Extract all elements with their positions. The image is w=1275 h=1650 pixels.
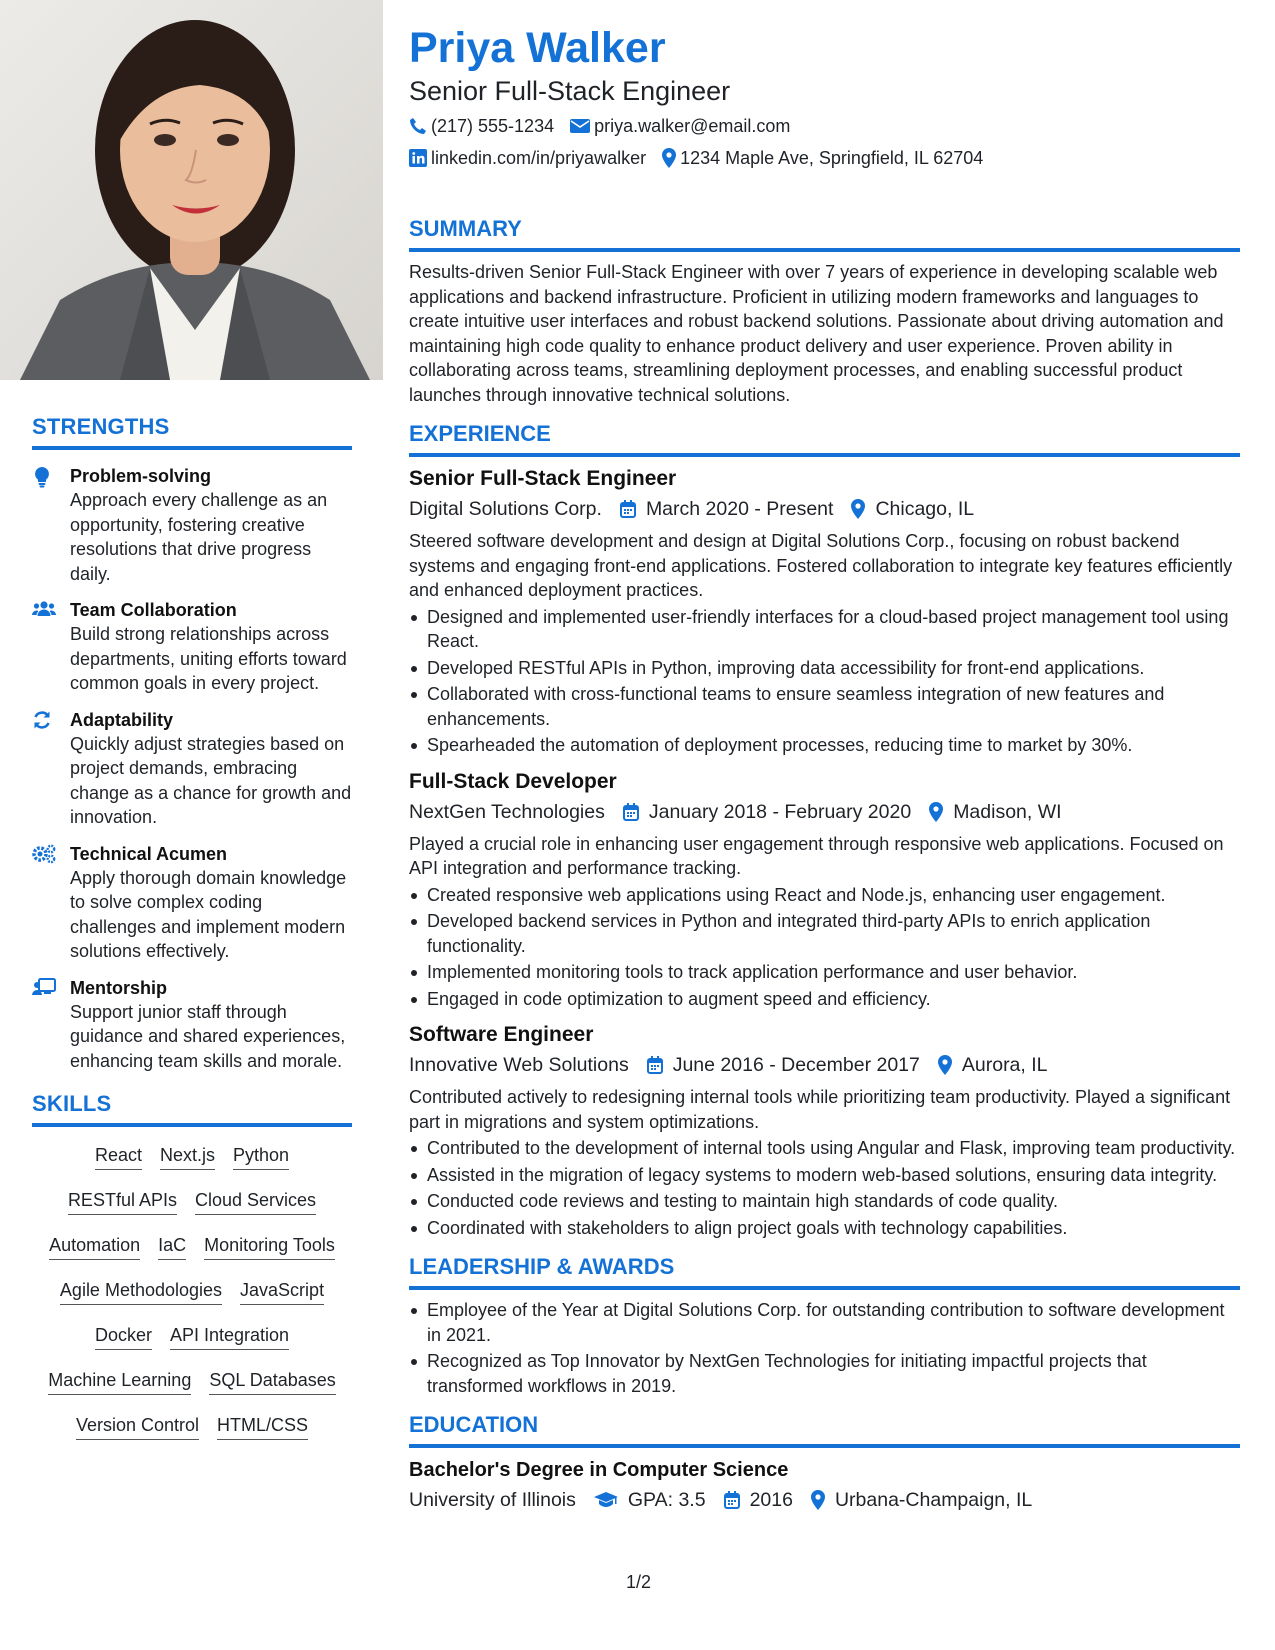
profile-photo	[0, 0, 383, 380]
skill-tag: Version Control	[76, 1415, 199, 1440]
sync-icon	[32, 708, 70, 830]
education-section	[409, 1412, 1240, 1514]
strength-item	[32, 708, 352, 830]
address-text: 1234 Maple Ave, Springfield, IL 62704	[680, 148, 984, 168]
right-column	[409, 22, 1240, 1514]
strength-item	[32, 842, 352, 964]
candidate-name: Priya Walker	[409, 24, 666, 72]
strength-item	[32, 464, 352, 586]
experience-heading: EXPERIENCE	[409, 421, 1240, 457]
job-bullets	[409, 1136, 1240, 1240]
list-item: Employee of the Year at Digital Solutions Corp. for outstanding contribution to software development in 2021.	[409, 1298, 1240, 1347]
phone-text: (217) 555-1234	[431, 116, 555, 136]
phone-contact[interactable]	[409, 114, 554, 138]
school-name: University of Illinois	[409, 1489, 576, 1511]
map-pin-icon	[662, 148, 676, 168]
contact-row	[409, 114, 1240, 138]
list-item: Assisted in the migration of legacy systems to modern web-based solutions, ensuring data integrity.	[409, 1163, 1240, 1188]
job-location	[929, 798, 1061, 826]
strength-desc: Build strong relationships across departments, uniting efforts toward common goals in every project.	[70, 624, 347, 693]
list-item: Coordinated with stakeholders to align project goals with technology capabilities.	[409, 1216, 1240, 1241]
job-entry	[409, 1021, 1240, 1240]
job-company: Innovative Web Solutions	[409, 1054, 629, 1076]
skill-tag: Automation	[49, 1235, 140, 1260]
strength-desc: Approach every challenge as an opportunity, fostering creative resolutions that drive progress daily.	[70, 490, 328, 584]
phone-icon	[409, 117, 427, 135]
skill-row	[32, 1229, 352, 1274]
skill-tag: RESTful APIs	[68, 1190, 177, 1215]
left-content	[32, 414, 352, 1454]
job-entry	[409, 465, 1240, 758]
job-entry	[409, 768, 1240, 1012]
education-location	[811, 1486, 1032, 1514]
summary-text: Results-driven Senior Full-Stack Engineer with over 7 years of experience in developing scalable web applications and backend infrastructure. Proficient in utilizing modern frameworks and languages to create intuitive user interfaces and robust backend solutions. Passionate about driving automation and maintaining high code quality to enhance product delivery and user experience. Proven ability in collaborating across teams, streamlining deployment processes, and enabling successful product launches through innovative technical solutions.	[409, 262, 1224, 405]
job-location	[938, 1051, 1048, 1079]
graduation-cap-icon	[594, 1491, 618, 1509]
job-description: Contributed actively to redesigning internal tools while prioritizing team productivity. Played a significant part in migrations and system optimizations.	[409, 1087, 1231, 1132]
job-location-text: Madison, WI	[953, 800, 1062, 823]
skill-tag: Docker	[95, 1325, 152, 1350]
skill-tag: HTML/CSS	[217, 1415, 308, 1440]
strength-title: Mentorship	[70, 977, 167, 998]
map-pin-icon	[851, 499, 865, 519]
job-location-text: Chicago, IL	[875, 498, 975, 520]
skill-row	[32, 1319, 352, 1364]
map-pin-icon	[811, 1490, 825, 1510]
strength-title: Team Collaboration	[70, 600, 237, 620]
list-item: Created responsive web applications using React and Node.js, enhancing user engagement.	[409, 883, 1240, 908]
job-dates-text: January 2018 - February 2020	[648, 800, 912, 823]
gpa-text: GPA: 3.5	[627, 1489, 706, 1511]
list-item: Designed and implemented user-friendly interfaces for a cloud-based project management tool using React.	[409, 605, 1240, 654]
job-company: Digital Solutions Corp.	[409, 498, 602, 520]
strengths-list	[32, 464, 352, 1073]
job-meta	[409, 495, 1240, 523]
candidate-role: Senior Full-Stack Engineer	[409, 76, 731, 106]
summary-section	[409, 216, 1240, 407]
email-text: priya.walker@email.com	[594, 116, 791, 136]
left-column	[0, 0, 383, 1650]
job-company: NextGen Technologies	[409, 800, 605, 823]
linkedin-icon	[409, 149, 427, 167]
skills-heading: SKILLS	[32, 1091, 352, 1127]
experience-section	[409, 421, 1240, 1240]
strength-desc: Support junior staff through guidance and shared experiences, enhancing team skills and morale.	[70, 1001, 346, 1071]
list-item: Developed RESTful APIs in Python, improving data accessibility for front-end applications.	[409, 656, 1240, 681]
strength-desc: Quickly adjust strategies based on project demands, embracing change as a chance for growth and innovation.	[70, 733, 352, 827]
page-number: 1/2	[626, 1572, 652, 1592]
contact-row	[409, 146, 1240, 170]
skill-row	[32, 1409, 352, 1454]
skill-row	[32, 1364, 352, 1409]
list-item: Developed backend services in Python and integrated third-party APIs to enrich application functionality.	[409, 909, 1240, 958]
strength-title: Problem-solving	[70, 466, 212, 486]
job-location-text: Aurora, IL	[961, 1054, 1048, 1076]
list-item: Recognized as Top Innovator by NextGen Technologies for initiating impactful projects that transformed workflows in 2019.	[409, 1349, 1240, 1398]
job-title: Software Engineer	[409, 1023, 594, 1046]
job-description: Played a crucial role in enhancing user engagement through responsive web applications. Focused on API integration and performance tracking.	[409, 833, 1224, 878]
skill-tag: Next.js	[160, 1145, 215, 1170]
leadership-section	[409, 1254, 1240, 1398]
job-bullets	[409, 605, 1240, 758]
strengths-heading: STRENGTHS	[32, 414, 352, 450]
strength-title: Adaptability	[70, 709, 174, 730]
degree-title: Bachelor's Degree in Computer Science	[409, 1459, 789, 1481]
skill-tag: SQL Databases	[209, 1370, 335, 1395]
skill-row	[32, 1139, 352, 1184]
skill-tag: Python	[233, 1145, 289, 1170]
job-dates	[623, 798, 911, 826]
users-icon	[32, 598, 70, 696]
education-heading: EDUCATION	[409, 1412, 1240, 1448]
skill-row	[32, 1274, 352, 1319]
envelope-icon	[570, 118, 590, 134]
job-dates	[620, 495, 834, 523]
job-bullets	[409, 883, 1240, 1012]
strength-item	[32, 976, 352, 1074]
skill-tag: IaC	[158, 1235, 186, 1260]
job-title: Senior Full-Stack Engineer	[409, 467, 677, 490]
year-text: 2016	[749, 1489, 793, 1511]
summary-heading: SUMMARY	[409, 216, 1240, 252]
education-year	[724, 1486, 793, 1514]
job-dates-text: March 2020 - Present	[645, 498, 834, 520]
job-meta	[409, 1051, 1240, 1079]
gears-icon	[32, 842, 70, 964]
calendar-icon	[620, 500, 636, 518]
job-location	[851, 495, 974, 523]
education-gpa	[594, 1486, 706, 1514]
calendar-icon	[647, 1056, 663, 1074]
list-item: Contributed to the development of internal tools using Angular and Flask, improving team productivity.	[409, 1136, 1240, 1161]
education-location-text: Urbana-Champaign, IL	[834, 1489, 1033, 1511]
skill-row	[32, 1184, 352, 1229]
list-item: Spearheaded the automation of deployment processes, reducing time to market by 30%.	[409, 733, 1240, 758]
skills-list	[32, 1139, 352, 1454]
strength-title: Technical Acumen	[70, 843, 228, 864]
email-contact[interactable]	[570, 114, 790, 138]
job-dates-text: June 2016 - December 2017	[672, 1054, 920, 1076]
education-meta	[409, 1486, 1240, 1514]
map-pin-icon	[929, 802, 943, 822]
address-contact	[662, 146, 983, 170]
skill-tag: Monitoring Tools	[204, 1235, 335, 1260]
skill-tag: JavaScript	[240, 1280, 324, 1305]
skill-tag: Cloud Services	[195, 1190, 316, 1215]
chalkboard-teacher-icon	[32, 976, 70, 1074]
skill-tag: Machine Learning	[48, 1370, 191, 1395]
strength-desc: Apply thorough domain knowledge to solve complex coding challenges and implement modern solutions effectively.	[70, 867, 347, 961]
list-item: Implemented monitoring tools to track application performance and user behavior.	[409, 960, 1240, 985]
skill-tag: React	[95, 1145, 142, 1170]
leadership-heading: LEADERSHIP & AWARDS	[409, 1254, 1240, 1290]
job-meta	[409, 798, 1240, 826]
list-item: Engaged in code optimization to augment speed and efficiency.	[409, 987, 1240, 1012]
map-pin-icon	[938, 1055, 952, 1075]
linkedin-text: linkedin.com/in/priyawalker	[431, 148, 647, 168]
calendar-icon	[623, 803, 639, 821]
lightbulb-icon	[32, 464, 70, 586]
list-item: Conducted code reviews and testing to maintain high standards of code quality.	[409, 1189, 1240, 1214]
skill-tag: API Integration	[170, 1325, 289, 1350]
strength-item	[32, 598, 352, 696]
list-item: Collaborated with cross-functional teams to ensure seamless integration of new features and enhancements.	[409, 682, 1240, 731]
job-dates	[647, 1051, 920, 1079]
skill-tag: Agile Methodologies	[60, 1280, 222, 1305]
calendar-icon	[724, 1491, 740, 1509]
job-description: Steered software development and design at Digital Solutions Corp., focusing on robust backend systems and engaging front-end applications. Fostered collaboration to integrate key features efficiently and enhanced deployment practices.	[409, 531, 1233, 600]
job-title: Full-Stack Developer	[409, 769, 617, 793]
linkedin-contact[interactable]	[409, 146, 646, 170]
leadership-bullets	[409, 1298, 1240, 1398]
